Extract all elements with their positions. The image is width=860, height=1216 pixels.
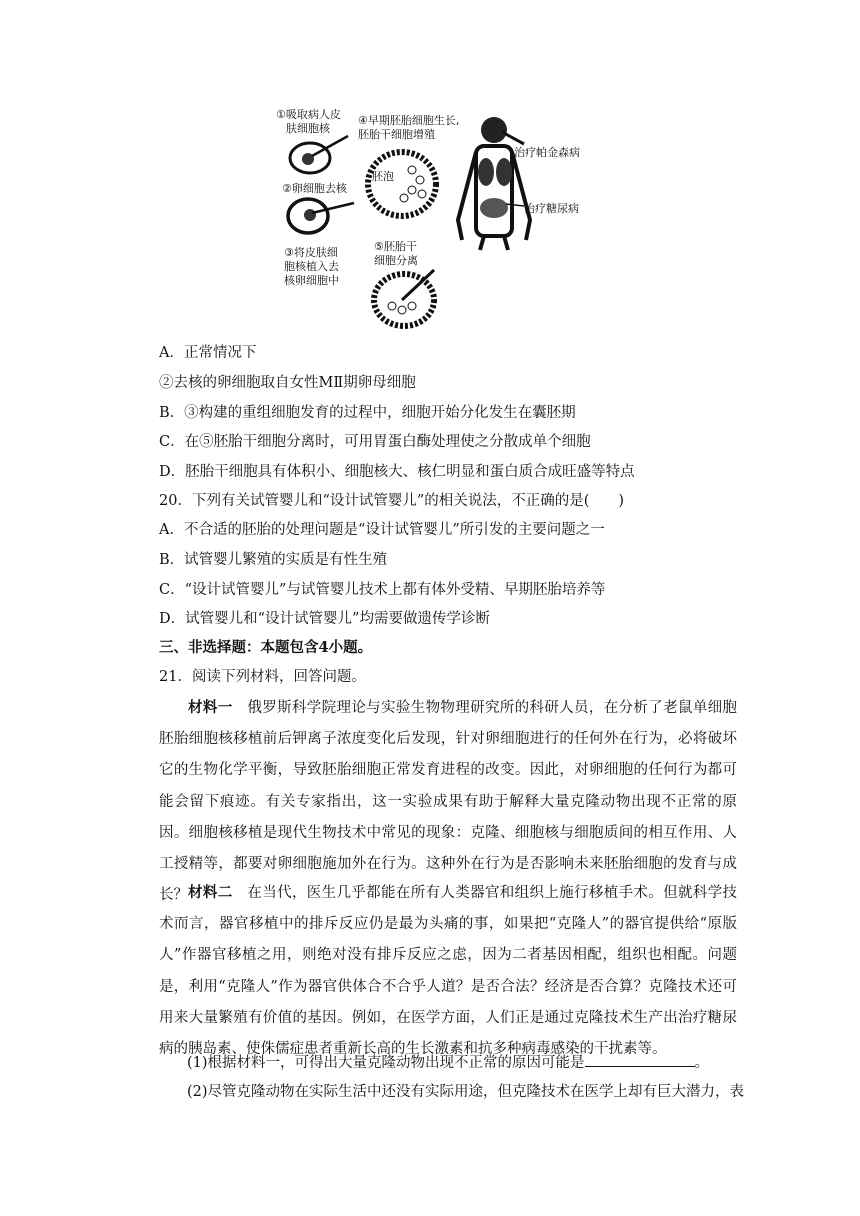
q20-option-c: C．“设计试管婴儿”与试管婴儿技术上都有体外受精、早期胚胎培养等 [159,582,606,598]
q19-option-c: C．在⑤胚胎干细胞分离时，可用胃蛋白酶处理使之分散成单个细胞 [159,434,591,450]
q19-option-a-cont: ②去核的卵细胞取自女性MⅡ期卵母细胞 [159,375,416,391]
q21-sub2: (2)尽管克隆动物在实际生活中还没有实际用途，但克隆技术在医学上却有巨大潜力，表 [187,1084,745,1100]
q20-option-d: D．试管婴儿和“设计试管婴儿”均需要做遗传学诊断 [159,611,490,627]
stem-cell-separation-icon [374,270,434,326]
q20-option-b: B．试管婴儿繁殖的实质是有性生殖 [159,552,388,568]
fig-label-1b: 肤细胞核 [286,122,330,135]
blastocyst-icon [368,152,436,216]
material-2 [159,877,737,1065]
q21-sub1 [187,1052,709,1073]
q21-stem: 21．阅读下列材料，回答问题。 [159,669,366,685]
fig-label-4b: 胚胎干细胞增殖 [358,128,435,141]
fig-label-3c: 核卵细胞中 [284,274,339,287]
fig-label-5: ⑤胚胎干 [374,240,417,253]
fig-label-4: ④早期胚胎细胞生长, [358,114,460,127]
section-heading: 三、非选择题：本题包含4小题。 [159,639,373,656]
q19-option-b: B．③构建的重组细胞发育的过程中，细胞开始分化发生在囊胚期 [159,405,576,421]
q21-sub1-suffix: 。 [694,1055,710,1071]
fig-label-parkinson: 治疗帕金森病 [514,146,580,159]
material-1-text: 俄罗斯科学院理论与实验生物物理研究所的科研人员，在分析了老鼠单细胞胚胎细胞核移植前后钾离子浓度变化后发现，针对卵细胞进行的任何外在行为，必将破坏它的生物化学平衡，导致胚胎细胞正常发育进程的改变。因此，对卵细胞的任何行为都可能会留下痕迹。有关专家指出，这一实验成果有助于解释大量克隆动物出现不正常的原因。细胞核移植是现代生物技术中常见的现象：克隆、细胞核与细胞质间的相互作用、人工授精等，都要对卵细胞施加外在行为。这种外在行为是否影响未来胚胎细胞的发育与成长？ [159,700,738,904]
q20-stem: 20．下列有关试管婴儿和“设计试管婴儿”的相关说法，不正确的是( ) [159,493,625,509]
q20-option-a: A．不合适的胚胎的处理问题是“设计试管婴儿”所引发的主要问题之一 [159,522,605,538]
cloning-therapy-diagram [262,100,602,340]
fig-label-3b: 胞核植入去 [284,260,339,273]
fig-label-3: ③将皮肤细 [284,246,338,259]
cell-icon [290,136,348,173]
material-1-title: 材料一 [188,699,233,716]
q21-sub1-prefix: (1)根据材料一，可得出大量克隆动物出现不正常的原因可能是 [187,1055,585,1071]
fig-label-1: ①吸取病人皮 [276,108,341,121]
human-body-icon [458,117,530,250]
fig-label-5b: 细胞分离 [374,254,418,267]
material-2-text: 在当代，医生几乎都能在所有人类器官和组织上施行移植手术。但就科学技术而言，器官移植中的排斥反应仍是最为头痛的事，如果把“克隆人”的器官提供给“原版人”作器官移植之用，则绝对没有排斥反应之虑，因为二者基因相配，组织也相配。问题是，利用“克隆人”作为器官供体合不合乎人道？是否合法？经济是否合算？克隆技术还可用来大量繁殖有价值的基因。例如，在医学方面，人们正是通过克隆技术生产出治疗糖尿病的胰岛素、使侏儒症患者重新长高的生长激素和抗多种病毒感染的干扰素等。 [159,885,738,1058]
answer-blank[interactable] [585,1052,695,1067]
q19-option-d: D．胚胎干细胞具有体积小、细胞核大、核仁明显和蛋白质合成旺盛等特点 [159,464,635,480]
fig-label-blastocyst: 胚泡 [372,170,394,183]
fig-label-2: ②卵细胞去核 [282,182,347,195]
material-2-title: 材料二 [188,884,233,901]
fig-label-diabetes: 治疗糖尿病 [524,202,579,215]
q19-option-a: A．正常情况下 [159,345,257,361]
egg-cell-icon [288,199,354,233]
